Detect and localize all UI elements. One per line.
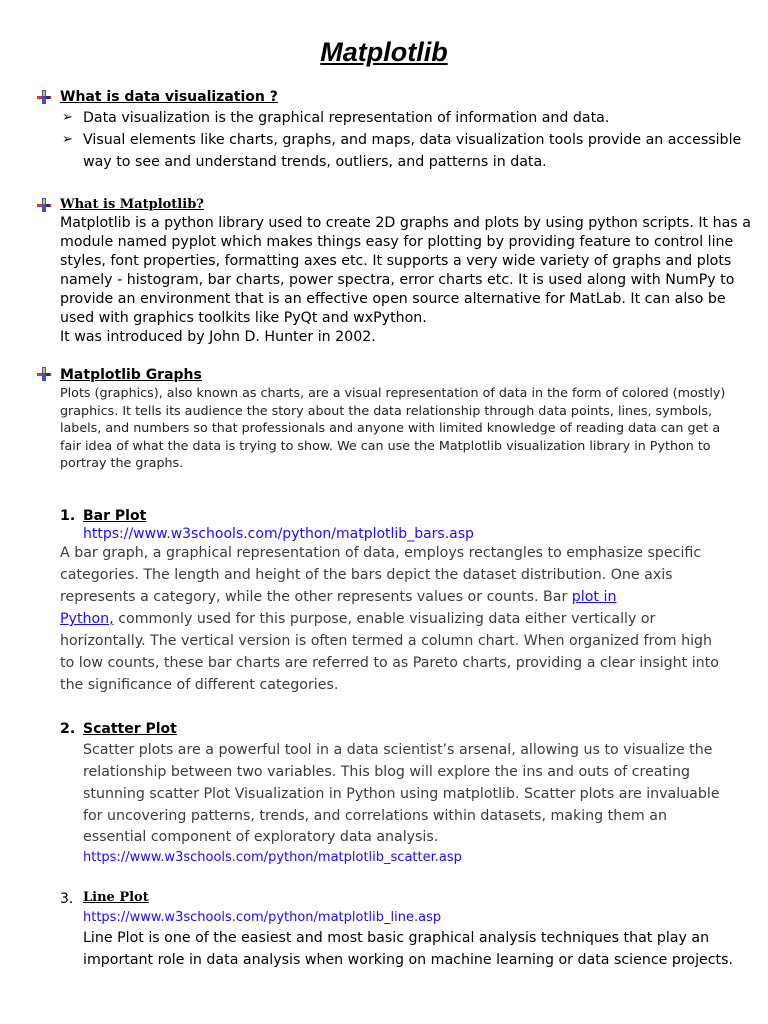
paragraph-line: stunning scatter Plot Visualization in Python using matplotlib. Scatter plots are invaluable — [83, 786, 720, 802]
paragraph-line: Plots (graphics), also known as charts, are a visual representation of data in the form of colored (mostly) — [60, 385, 726, 400]
paragraph-line: the significance of different categories. — [60, 677, 339, 693]
section-heading-data-visualization: What is data visualization ? — [60, 89, 278, 105]
paragraph-line: portray the graphs. — [60, 455, 184, 470]
paragraph-line: relationship between two variables. This blog will explore the ins and outs of creating — [83, 764, 691, 780]
section-heading-matplotlib-graphs: Matplotlib Graphs — [60, 367, 202, 383]
arrow-bullet-icon: ➢ — [62, 110, 73, 125]
paragraph-line — [60, 608, 655, 630]
bar-plot-link[interactable]: https://www.w3schools.com/python/matplotlib_bars.asp — [83, 526, 474, 542]
bullet-text-continued: way to see and understand trends, outliers, and patterns in data. — [83, 154, 547, 170]
bullet-text: Visual elements like charts, graphs, and maps, data visualization tools provide an accessible — [83, 132, 742, 148]
paragraph-line: It was introduced by John D. Hunter in 2002. — [60, 329, 376, 345]
paragraph-line: A bar graph, a graphical representation of data, employs rectangles to emphasize specific — [60, 545, 702, 561]
paragraph-line: essential component of exploratory data analysis. — [83, 829, 439, 845]
paragraph-line: Scatter plots are a powerful tool in a data scientist’s arsenal, allowing us to visualize the — [83, 742, 713, 758]
four-color-cross-bullet-icon — [37, 198, 51, 212]
paragraph-line: provide an environment that is an effective open source alternative for MatLab. It can also be — [60, 291, 726, 307]
section-heading-what-is-matplotlib: What is Matplotlib? — [60, 197, 204, 212]
paragraph-line: Matplotlib is a python library used to create 2D graphs and plots by using python scripts. It has a — [60, 215, 751, 231]
paragraph-line: namely - histogram, bar charts, power spectra, error charts etc. It is used along with NumPy to — [60, 272, 735, 288]
paragraph-line: styles, font properties, formatting axes etc. It supports a very wide variety of graphs and plots — [60, 253, 732, 269]
list-number: 1. — [60, 508, 76, 524]
scatter-plot-link[interactable]: https://www.w3schools.com/python/matplotlib_scatter.asp — [83, 850, 462, 865]
paragraph-line: categories. The length and height of the bars depict the dataset distribution. One axis — [60, 567, 673, 583]
paragraph-line: module named pyplot which makes things easy for plotting by providing feature to control line — [60, 234, 734, 250]
paragraph-line — [60, 586, 616, 608]
paragraph-line: labels, and numbers so that professionals and anyone with limited knowledge of reading data can get a — [60, 420, 721, 435]
paragraph-line: Line Plot is one of the easiest and most basic graphical analysis techniques that play an — [83, 930, 710, 946]
arrow-bullet-icon: ➢ — [62, 132, 73, 147]
scatter-plot-heading: Scatter Plot — [83, 721, 177, 737]
paragraph-line: important role in data analysis when working on machine learning or data science projects. — [83, 952, 734, 968]
paragraph-line: for uncovering patterns, trends, and correlations within datasets, making them an — [83, 808, 667, 824]
paragraph-line: used with graphics toolkits like PyQt and wxPython. — [60, 310, 427, 326]
bar-plot-heading: Bar Plot — [83, 508, 147, 524]
page-title: Matplotlib — [320, 37, 448, 67]
plot-in-python-link-continued[interactable]: Python, — [60, 611, 114, 627]
paragraph-line: fair idea of what the data is trying to show. We can use the Matplotlib visualization library in Python to — [60, 437, 711, 453]
paragraph-line: graphics. It tells its audience the story about the data relationship through data points, lines, symbols, — [60, 402, 712, 418]
list-number: 3. — [60, 891, 74, 907]
paragraph-text: commonly used for this purpose, enable visualizing data either vertically or — [113, 611, 656, 627]
paragraph-line: horizontally. The vertical version is often termed a column chart. When organized from high — [60, 633, 713, 649]
four-color-cross-bullet-icon — [37, 90, 51, 104]
list-number: 2. — [60, 721, 76, 737]
line-plot-heading: Line Plot — [83, 890, 149, 905]
line-plot-link[interactable]: https://www.w3schools.com/python/matplotlib_line.asp — [83, 910, 442, 925]
bullet-text: Data visualization is the graphical representation of information and data. — [83, 110, 610, 126]
plot-in-python-link[interactable]: plot in — [571, 589, 617, 605]
paragraph-text: represents a category, while the other represents values or counts. Bar — [60, 589, 572, 605]
four-color-cross-bullet-icon — [37, 367, 51, 381]
paragraph-line: to low counts, these bar charts are referred to as Pareto charts, providing a clear insight into — [60, 655, 719, 671]
